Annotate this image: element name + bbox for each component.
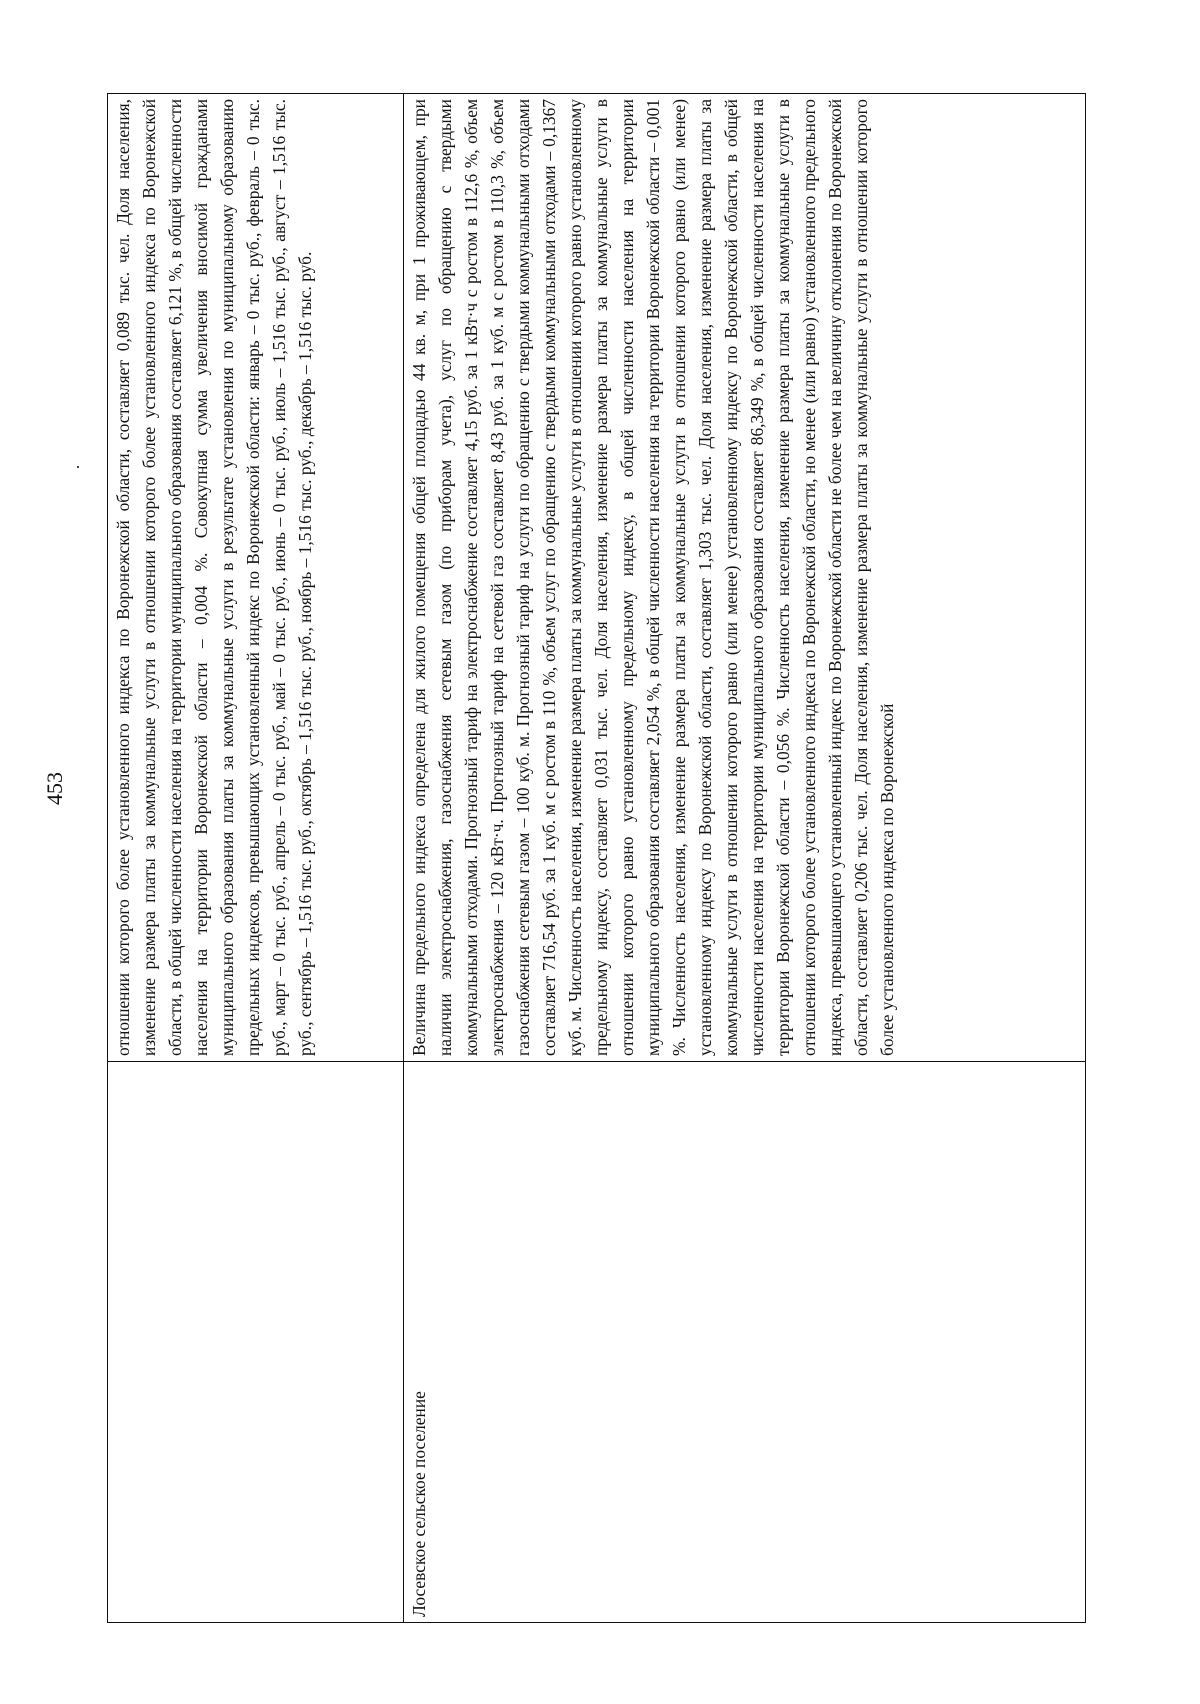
table-row xyxy=(404,94,1086,1623)
rotated-table-container xyxy=(107,93,1085,1623)
settlement-cell: Лосевское сельское поселение xyxy=(404,1062,1086,1623)
description-cell: Величина предельного индекса определена для жилого помещения общей площадью 44 кв. м, при 1 проживающем, при наличии электроснабжения, газоснабжения сетевым газом (по приборам учета), услуг по обращению с твердыми коммунальными отходами. Прогнозный тариф на электроснабжение составляет 4,15 руб. за 1 кВт·ч с ростом в 112,6 %, объем электроснабжения – 120 кВт·ч. Прогнозный тариф на сетевой газ составляет 8,43 руб. за 1 куб. м с ростом в 110,3 %, объем газоснабжения сетевым газом – 100 куб. м. Прогнозный тариф на услуги по обращению с твердыми коммунальными отходами составляет 716,54 руб. за 1 куб. м с ростом в 110 %, объем услуг по обращению с твердыми коммунальными отходами – 0,1367 куб. м. Численность населения, изменение размера платы за коммунальные услуги в отношении которого равно установленному предельному индексу, составляет 0,031 тыс. чел. Доля населения, изменение размера платы за коммунальные услуги в отношении которого равно установленному предельному индексу, в общей численности населения на территории муниципального образования составляет 2,054 %, в общей численности населения на территории Воронежской области – 0,001 %. Численность населения, изменение размера платы за коммунальные услуги в отношении которого равно (или менее) установленному индексу по Воронежской области, составляет 1,303 тыс. чел. Доля населения, изменение размера платы за коммунальные услуги в отношении которого равно (или менее) установленному индексу по Воронежской области, в общей численности населения на территории муниципального образования составляет 86,349 %, в общей численности населения на территории Воронежской области – 0,056 %. Численность населения, изменение размера платы за коммунальные услуги в отношении которого более установленного индекса по Воронежской области, но менее (или равно) установленного предельного индекса, превышающего установленный индекс по Воронежской области не более чем на величину отклонения по Воронежской области, составляет 0,206 тыс. чел. Доля населения, изменение размера платы за коммунальные услуги в отношении которого более установленного индекса по Воронежской xyxy=(404,94,1086,1062)
description-cell: отношении которого более установленного индекса по Воронежской области, составляет 0,089 тыс. чел. Доля населения, изменение размера платы за коммунальные услуги в отношении которого более установленного индекса по Воронежской области, в общей численности населения на территории муниципального образования составляет 6,121 %, в общей численности населения на территории Воронежской области – 0,004 %. Совокупная сумма увеличения вносимой гражданами муниципального образования платы за коммунальные услуги в результате установления по муниципальному образованию предельных индексов, превышающих установленный индекс по Воронежской области: январь – 0 тыс. руб., февраль – 0 тыс. руб., март – 0 тыс. руб., апрель – 0 тыс. руб., май – 0 тыс. руб., июнь – 0 тыс. руб., июль – 1,516 тыс. руб., август – 1,516 тыс. руб., сентябрь – 1,516 тыс. руб., октябрь – 1,516 тыс. руб., ноябрь – 1,516 тыс. руб., декабрь – 1,516 тыс. руб. xyxy=(108,94,404,1062)
table-row xyxy=(108,94,404,1623)
page-number: 453 xyxy=(42,772,67,805)
indices-table xyxy=(107,93,1086,1623)
settlement-cell xyxy=(108,1062,404,1623)
scan-speck xyxy=(77,466,79,468)
